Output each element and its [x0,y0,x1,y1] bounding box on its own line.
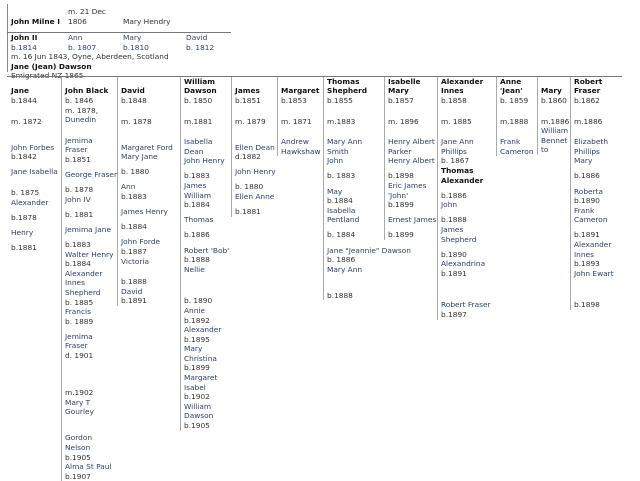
entry-line: Thomas [441,165,474,175]
entry-line: b.1857 [388,96,414,105]
emigration-note: Emigrated NZ 1865 [11,71,84,80]
entry-line: Phillips [441,146,467,156]
gen2-spouse: Jane (Jean) Dawson [11,61,92,71]
entry-line: b. 1885 [65,297,94,307]
entry-line: Robert Fraser [441,300,491,310]
entry-line: Annie [184,305,206,315]
entry-line: b.1881 [11,242,37,252]
entry-line: b.1898 [388,171,414,181]
entry-line: b. 1875 [11,187,40,197]
entry-line: b.1888 [121,277,147,287]
entry-line: b.1905 [65,452,91,462]
child-name: Mary [541,86,562,96]
entry-line: b.1899 [388,230,414,240]
child-column [61,77,119,481]
entry-line: Margaret [184,373,218,383]
entry-line: Victoria [121,256,150,266]
entry-line: b.1907 [65,471,91,481]
child-born: b. 1812 [186,42,215,52]
entry-line: b.1886 [441,190,467,200]
entry-line: Nelson [65,443,91,453]
entry-line: b. 1889 [65,316,94,326]
entry-line: Ellen Dean [235,142,275,152]
child-column [437,77,498,320]
child-column [277,77,325,156]
entry-line: Mary T [65,397,91,407]
entry-line: b.1851 [65,154,91,164]
entry-line: b.1890 [574,196,600,206]
child-name: Alexander Innes [441,76,484,96]
child-name: Robert Fraser [574,76,603,96]
entry-line: b. 1859 [500,96,529,105]
entry-line: b.1902 [184,392,210,402]
entry-line: m. 1896 [388,116,419,126]
child-column [180,77,233,431]
entry-line: Dawson [184,411,214,421]
entry-line: b.1892 [184,315,210,325]
entry-line: Robert 'Bob' [184,245,230,255]
entry-line: Frank [574,205,595,215]
entry-line: Fraser [65,145,88,155]
child-column [231,77,279,217]
child-name: Mary [123,33,142,42]
entry-line: b.1891 [574,230,600,240]
entry-line: b.1862 [574,96,600,105]
entry-line: Mary Jane [121,152,158,162]
entry-line: William [541,126,569,136]
entry-line: Fraser [65,341,88,351]
entry-line: m. 1878, [65,105,99,115]
entry-line: b.1860 [541,96,567,105]
entry-line: b.1888 [327,290,353,300]
entry-line: m.1886 [541,116,570,126]
entry-line: b.1890 [441,249,467,259]
entry-line: Pentland [327,215,360,225]
entry-line: b.1848 [121,96,147,105]
entry-line: b.1888 [184,255,210,265]
child-name: Jane [11,86,30,96]
entry-line: Isabella [327,205,356,215]
entry-line: b.1844 [11,96,37,105]
entry-line: John Forde [121,237,161,247]
entry-line: m. 1872 [11,116,42,126]
gen2-marriage: m. 16 Jun 1843, Oyne, Aberdeen, Scotland [11,52,169,61]
entry-line: b. 1883 [327,171,356,181]
entry-line: b. 1880 [235,182,264,192]
child-column [7,77,63,252]
entry-line: Dunedin [65,115,97,125]
entry-line: Frank [500,137,521,147]
entry-line: to [541,145,549,155]
child-name: John II [11,33,38,42]
entry-line: James [184,181,207,191]
entry-line: b.1895 [184,334,210,344]
entry-line: m.1881 [184,116,213,126]
entry-line: Jemima Jane [65,224,111,234]
entry-line: b.1851 [235,96,261,105]
entry-line: m. 1878 [121,116,152,126]
entry-line: John Forbes [11,142,55,152]
child-column [570,77,624,310]
child-born: b.1810 [123,42,149,52]
child-name: Ann [68,33,83,42]
entry-line: Jane Isabella [11,167,58,177]
entry-line: b.1878 [11,212,37,222]
entry-line: Isabel [184,382,206,392]
generation-1 [7,4,215,80]
entry-line: Ann [121,182,136,192]
entry-line: Francis [65,307,91,317]
child-born: b.1814 [11,42,37,52]
child-name: Anne 'Jean' [500,76,523,96]
entry-line: Henry Albert [388,137,435,147]
child-name: John Black [65,86,109,96]
entry-line: Mary [184,344,203,354]
entry-line: Walter Henry [65,249,114,259]
child-born: b. 1807 [68,42,97,52]
entry-line: Shepherd [441,234,477,244]
entry-line: b.1905 [184,421,210,431]
entry-line: b.1884 [327,196,353,206]
entry-line: b.1858 [441,96,467,105]
entry-line: Alma St Paul [65,462,112,472]
entry-line: Jemima [65,135,93,145]
entry-line: Parker [388,146,412,156]
entry-line: Alexander [11,197,49,207]
entry-line: b.1893 [574,259,600,269]
entry-line: m.1883 [327,116,356,126]
entry-line: William [184,401,212,411]
entry-line: Hawkshaw [281,146,321,156]
entry-line: Mary Ann [327,264,363,274]
child-column [496,77,539,156]
entry-line: m. 1871 [281,116,312,126]
entry-line: John IV [65,194,91,204]
marriage-date-line2: 1806 [68,16,87,26]
entry-line: b.1884 [121,222,147,232]
entry-line: b.1897 [441,310,467,319]
entry-line: b.1853 [281,96,307,105]
entry-line: Gordon [65,433,93,443]
entry-line: Gourley [65,407,94,417]
entry-line: b.1888 [441,215,467,225]
entry-line: John Ewart [574,268,614,278]
entry-line: b.1883 [121,192,147,202]
divider [7,32,231,33]
entry-line: m.1888 [500,116,529,126]
entry-line: May [327,186,343,196]
entry-line: b.1881 [235,207,261,217]
entry-line: Andrew [281,137,309,147]
entry-line: d.1882 [235,152,261,162]
entry-line: John Henry [235,167,276,177]
entry-line: b.1886 [574,171,600,181]
entry-line: b.1891 [121,296,147,306]
child-name: David [186,33,208,42]
husband-name: John Milne I [11,16,60,26]
entry-line: Ernest James [388,215,437,225]
entry-line: Nellie [184,264,205,274]
entry-line: m. 1879 [235,116,266,126]
entry-line: Mary [574,156,593,166]
entry-line: b.1887 [121,246,147,256]
entry-line: Ellen Anne [235,192,275,202]
entry-line: b.1891 [441,268,467,278]
entry-line: David [121,286,143,296]
entry-line: Cameron [574,215,608,225]
entry-line: James [441,224,464,234]
child-name: Margaret [281,86,320,96]
entry-line: Alexander [441,175,484,185]
entry-line: b.1883 [65,240,91,250]
entry-line: Phillips [574,146,600,156]
entry-line: Margaret Ford [121,142,173,152]
child-name: William Dawson [184,76,217,96]
entry-line: b. 1886 [327,255,356,265]
entry-line: John Henry [184,156,225,166]
entry-line: Thomas [184,215,214,225]
entry-line: 'John' [388,190,409,200]
entry-line: m. 1885 [441,116,472,126]
entry-line: b. 1878 [65,185,94,195]
entry-line: Mary Ann [327,137,363,147]
entry-line: Roberta [574,186,604,196]
entry-line: Eric James [388,181,427,191]
entry-line: b.1884 [184,200,210,210]
entry-line: b. 1846 [65,96,94,105]
entry-line: George Fraser [65,170,118,180]
entry-line: Cameron [500,146,534,156]
entry-line: Bennet [541,135,568,145]
entry-line: b. 1880 [121,167,150,177]
marriage-date [68,7,123,26]
entry-line: b. 1884 [327,230,356,240]
entry-line: John [327,156,344,166]
entry-line: b.1898 [574,300,600,310]
entry-line: Shepherd [65,288,101,297]
entry-line: Alexander [184,325,222,335]
entry-line: m.1886 [574,116,603,126]
entry-line: Dean [184,146,204,156]
entry-line: b.1883 [184,171,210,181]
entry-line: William [184,190,212,200]
entry-line: Innes [65,278,85,288]
child-column [537,77,572,155]
generation-2 [11,33,214,52]
entry-line: b. 1850 [184,96,213,105]
child-name: Isabelle Mary [388,76,421,96]
entry-line: Elizabeth [574,137,609,147]
child-column [117,77,182,306]
marriage-date-line1: m. 21 Dec [68,7,106,16]
entry-line: b.1884 [65,259,91,269]
child-name: David [121,86,145,96]
entry-line: Alexander [574,240,612,250]
wife-name: Mary Hendry [123,16,171,26]
entry-line: Isabella [184,137,213,147]
entry-line: Alexandrina [441,259,486,269]
child-column [384,77,439,240]
entry-line: b. 1890 [184,296,213,306]
child-name: James [235,86,260,96]
entry-line: Henry [11,227,34,237]
entry-line: Henry Albert [388,156,435,166]
entry-line: James Henry [121,207,168,217]
entry-line: Jemima [65,331,93,341]
entry-line: b.1886 [184,230,210,240]
entry-line: m.1902 [65,388,94,398]
child-name: Thomas Shepherd [327,76,368,96]
entry-line: Christina [184,353,217,363]
entry-line: b. 1881 [65,209,94,219]
entry-line: Innes [574,249,594,259]
entry-line: d. 1901 [65,351,94,361]
entry-line: Jane "Jeannie" Dawson [327,245,411,255]
entry-line: Jane Ann [441,137,474,147]
entry-line: Smith [327,146,349,156]
entry-line: Alexander [65,268,103,278]
entry-line: b.1842 [11,152,37,162]
entry-line: b. 1867 [441,156,470,166]
entry-line: b.1899 [388,200,414,210]
entry-line: b.1899 [184,363,210,373]
entry-line: b.1855 [327,96,353,105]
entry-line: John [441,200,458,210]
